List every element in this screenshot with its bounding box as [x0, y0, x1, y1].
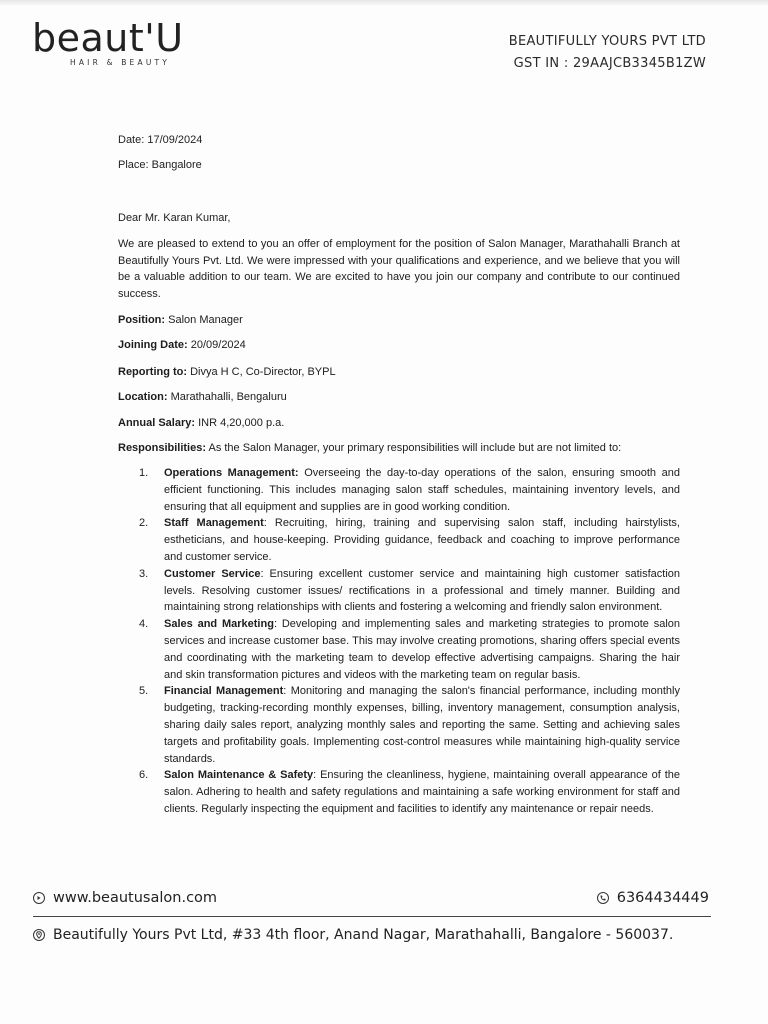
list-number: 6. [139, 769, 149, 782]
field-value: As the Salon Manager, your primary responsibilities will include but are not limited to: [208, 442, 622, 454]
responsibilities-list [139, 465, 680, 818]
field-location [118, 391, 287, 403]
footer-divider [33, 916, 711, 917]
list-item-title: Staff Management [164, 517, 264, 530]
list-item-text: : Recruiting, hiring, training and supervising salon staff, including hairstylists, estheticians, and house-keeping. Providing guidance, feedback and coaching to improve performance and customer service. [164, 517, 680, 563]
list-item-body [164, 616, 680, 683]
list-item-body [164, 465, 680, 515]
list-item-title: Operations Management: [164, 467, 299, 479]
scan-edge-shadow [0, 0, 768, 6]
website-link[interactable]: www.beautusalon.com [53, 890, 218, 906]
list-item-title: Customer Service [164, 567, 261, 580]
list-number: 1. [139, 467, 149, 479]
globe-icon [33, 892, 45, 904]
letter-date: Date: 17/09/2024 [118, 134, 203, 146]
list-item-text: : Ensuring excellent customer service and maintaining high customer satisfaction levels. Resolving customer issues/ rectifications in a professional and timely manner. Building and maintaining strong relationships with clients and fostering a welcoming and friendly salon environment. [164, 567, 681, 614]
field-value: INR 4,20,000 p.a. [198, 417, 285, 429]
list-number: 4. [139, 618, 149, 631]
intro-paragraph: We are pleased to extend to you an offer of employment for the position of Salon Manager, Marathahalli Branch at Beautifully Yours Pvt. Ltd. We were impressed with your qualifications and experience, and we believe that you will be a valuable addition to our team. We are excited to have you join our company and contribute to our continued success. [118, 238, 680, 300]
list-item-title: Financial Management [164, 685, 284, 698]
list-item [139, 683, 680, 767]
phone-icon [597, 892, 609, 904]
list-number: 3. [139, 567, 149, 580]
field-value: 20/09/2024 [190, 339, 246, 351]
field-joining-date [118, 339, 246, 351]
field-value: Divya H C, Co-Director, BYPL [190, 366, 336, 378]
field-label: Position: [118, 314, 166, 326]
logo-tagline: HAIR & BEAUTY [70, 58, 171, 67]
field-label: Responsibilities: [118, 442, 207, 454]
field-value: Marathahalli, Bengaluru [170, 391, 287, 403]
list-item-title: Sales and Marketing [164, 618, 274, 631]
list-item-text: : Developing and implementing sales and marketing strategies to promote salon services and increase customer base. This may involve creating promotions, sharing offers special events and coordinating with the marketing team to develop effective advertising campaigns. Sharing the hair and skin transformation pictures and videos with the marketing team on regular basis. [164, 618, 680, 681]
salutation: Dear Mr. Karan Kumar, [118, 212, 231, 224]
list-number: 5. [139, 685, 149, 698]
phone-number[interactable]: 6364434449 [616, 890, 709, 906]
footer-website[interactable] [33, 890, 217, 906]
address-text: Beautifully Yours Pvt Ltd, #33 4th floor, Anand Nagar, Marathahalli, Bangalore - 560037. [53, 927, 674, 943]
list-item [139, 566, 680, 616]
company-name: BEAUTIFULLY YOURS PVT LTD [508, 34, 706, 49]
list-item-title: Salon Maintenance & Safety [164, 769, 314, 782]
list-item [139, 515, 680, 565]
field-label: Location: [118, 391, 168, 403]
field-responsibilities [118, 442, 621, 454]
field-position [118, 314, 243, 326]
field-label: Annual Salary: [118, 417, 196, 429]
field-reporting-to [118, 366, 336, 378]
footer-address [33, 927, 733, 943]
list-item-body [164, 566, 680, 616]
field-label: Reporting to: [118, 366, 188, 378]
field-annual-salary [118, 417, 284, 429]
list-item-body [164, 515, 680, 565]
letter-place: Place: Bangalore [118, 159, 202, 171]
field-value: Salon Manager [168, 314, 243, 326]
field-label: Joining Date: [118, 339, 188, 351]
footer-contact-row [33, 890, 709, 912]
list-item-body [164, 683, 680, 767]
list-item [139, 616, 680, 683]
list-item-body [164, 767, 680, 817]
gst-number: GST IN : 29AAJCB3345B1ZW [513, 56, 706, 71]
list-item-text: Overseeing the day-to-day operations of the salon, ensuring smooth and efficient functioning. This includes managing salon staff schedules, maintaining inventory levels, and ensuring that all equipment and supplies are in good working condition. [164, 467, 680, 513]
list-item-text: : Ensuring the cleanliness, hygiene, maintaining overall appearance of the salon. Adhering to health and safety regulations and maintaining a safe working environment for staff and clients. Regularly inspecting the equipment and facilities to identify any maintenance or repair needs. [164, 769, 680, 815]
company-block [509, 31, 706, 75]
list-item [139, 767, 680, 817]
footer-phone[interactable] [597, 890, 709, 906]
list-number: 2. [139, 517, 149, 530]
brand-logo [32, 18, 184, 67]
logo-wordmark: beaut'U [32, 16, 184, 60]
list-item-text: : Monitoring and managing the salon's financial performance, including monthly budgeting, tracking-recording monthly expenses, billing, inventory management, consumption analysis, sharing daily sales report, analyzing monthly sales and reporting the same. Setting and achieving sales targets and profitability goals. Implementing cost-control measures while maintaining high-quality service standards. [164, 685, 680, 765]
location-pin-icon [33, 929, 45, 941]
list-item [139, 465, 680, 515]
